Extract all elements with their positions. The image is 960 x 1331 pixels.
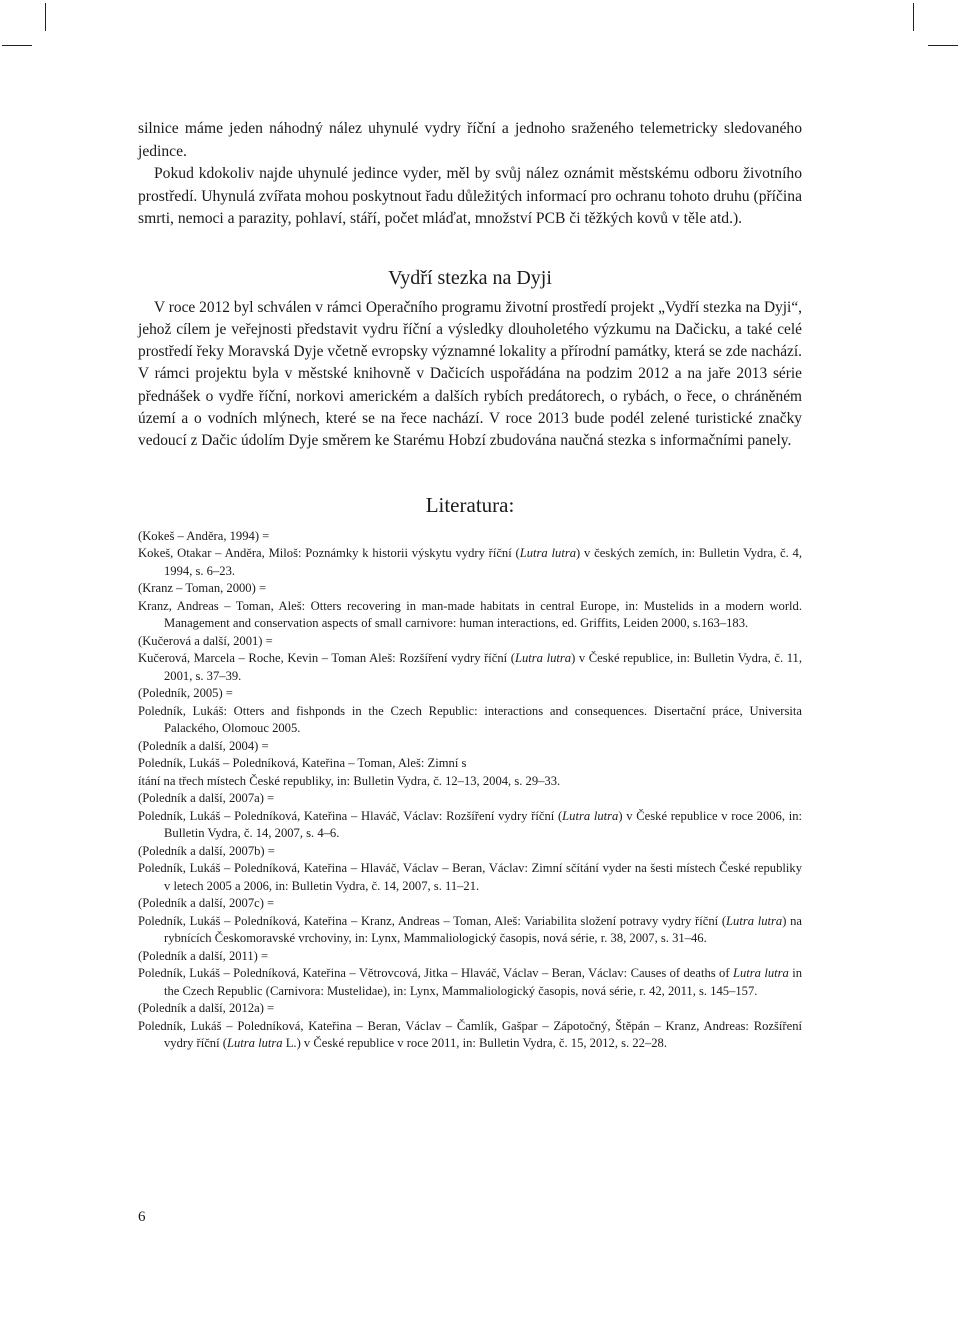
reference-entry xyxy=(138,860,802,895)
reference-text: L.) v České republice v roce 2011, in: Bulletin Vydra, č. 15, 2012, s. 22–28. xyxy=(282,1036,667,1051)
reference-text: Kranz, Andreas – Toman, Aleš: Otters recovering in man-made habitats in central Europe, in: Mustelids in a modern world. Management and conservation aspects of small carnivore: human interactions, ed. Griffits, Leiden 2000, s.163–183. xyxy=(138,598,802,631)
reference-entry xyxy=(138,650,802,685)
reference-text: Poledník, Lukáš: Otters and fishponds in the Czech Republic: interactions and consequences. Disertační práce, Universita Palackého, Olomouc 2005. xyxy=(138,703,802,736)
species-name: Lutra lutra xyxy=(726,913,783,928)
page-content xyxy=(138,118,802,1053)
reference-entry xyxy=(138,965,802,1000)
reference-text: Poledník, Lukáš – Poledníková, Kateřina – Beran, Václav – Čamlík, Gašpar – Zápotočný, Štěpán – Kranz, Andreas: Rozšíření vydry říční ( xyxy=(138,1018,802,1051)
literature-title: Literatura: xyxy=(425,492,515,517)
species-name: Lutra lutra xyxy=(226,1036,283,1051)
species-name: Lutra lutra xyxy=(514,651,572,666)
reference-key: (Kokeš – Anděra, 1994) = xyxy=(138,528,270,543)
reference-key: (Poledník a další, 2007b) = xyxy=(138,843,275,858)
crop-mark xyxy=(913,3,914,31)
reference-entry xyxy=(138,1018,802,1053)
crop-mark xyxy=(45,3,46,31)
reference-text: Kokeš, Otakar – Anděra, Miloš: Poznámky k historii výskytu vydry říční ( xyxy=(138,546,520,561)
reference-entry xyxy=(138,598,802,633)
reference-key: (Kučerová a další, 2001) = xyxy=(138,633,273,648)
reference-continuation: ítání na třech místech České republiky, in: Bulletin Vydra, č. 12–13, 2004, s. 29–33. xyxy=(138,773,561,788)
page-number: 6 xyxy=(138,1209,146,1225)
reference-text: Poledník, Lukáš – Poledníková, Kateřina – Toman, Aleš: Zimní s xyxy=(138,756,467,771)
reference-key: (Poledník a další, 2012a) = xyxy=(138,1001,275,1016)
reference-key: (Kranz – Toman, 2000) = xyxy=(138,581,267,596)
reference-text: Poledník, Lukáš – Poledníková, Kateřina – Větrovcová, Jitka – Hlaváč, Václav – Beran, Václav: Causes of deaths of xyxy=(138,966,733,981)
crop-mark xyxy=(928,45,958,46)
reference-text: Poledník, Lukáš – Poledníková, Kateřina – Kranz, Andreas – Toman, Aleš: Variabilita složení potravy vydry říční ( xyxy=(138,913,727,928)
reference-text: ) v České republice v roce 2006, in: Bulletin Vydra, č. 14, 2007, s. 4–6. xyxy=(164,808,802,841)
reference-text: in the Czech Republic (Carnivora: Mustelidae), in: Lynx, Mammaliologický časopis, nová série, r. 42, 2011, s. 145–157. xyxy=(164,966,802,998)
intro-paragraph: Pokud kdokoliv najde uhynulé jedince vyder, měl by svůj nález oznámit městskému odboru životního prostředí. Uhynulá zvířata mohou poskytnout řadu důležitých informací pro ochranu tohoto druhu (příčina smrti, nemoci a parazity, pohlaví, stáří, počet mláďat, množství PCB či těžkých kovů v těle atd.). xyxy=(138,165,802,227)
reference-key: (Poledník a další, 2007a) = xyxy=(138,791,275,806)
section-otter-trail xyxy=(138,265,802,453)
species-name: Lutra lutra xyxy=(519,546,577,561)
species-name: Lutra lutra xyxy=(562,808,619,823)
reference-entry xyxy=(138,545,802,580)
reference-key: (Poledník a další, 2007c) = xyxy=(138,896,275,911)
reference-text: Poledník, Lukáš – Poledníková, Kateřina – Hlaváč, Václav – Beran, Václav: Zimní sčítání vyder na šesti místech České republiky v letech 2005 a 2006, in: Bulletin Vydra, č. 14, 2007, s. 11–21. xyxy=(138,861,802,893)
reference-text: Kučerová, Marcela – Roche, Kevin – Toman Aleš: Rozšíření vydry říční ( xyxy=(138,651,515,666)
reference-text: ) v České republice, in: Bulletin Vydra, č. 11, 2001, s. 37–39. xyxy=(164,651,803,683)
reference-entry xyxy=(138,913,802,948)
reference-list xyxy=(138,528,802,1053)
reference-text: ) na rybnících Českomoravské vrchoviny, in: Lynx, Mammaliologický časopis, nová série, r. 38, 2007, s. 31–46. xyxy=(164,913,802,946)
reference-entry xyxy=(138,808,802,843)
intro-paragraph: silnice máme jeden náhodný nález uhynulé vydry říční a jednoho sraženého telemetricky sledovaného jedince. xyxy=(138,120,802,160)
reference-text: ) v českých zemích, in: Bulletin Vydra, č. 4, 1994, s. 6–23. xyxy=(164,546,803,578)
intro-text xyxy=(138,118,802,231)
crop-mark xyxy=(2,45,32,46)
section-paragraph: V roce 2012 byl schválen v rámci Operačního programu životní prostředí projekt „Vydří stezka na Dyji“, jehož cílem je veřejnosti představit vydru říční a výsledky dlouholetého výzkumu na Dačicku, a také celé prostředí řeky Moravská Dyje včetně evropsky významné lokality a přírodní památky, která se zde nachází. V rámci projektu byla v městské knihovně v Dačicích uspořádána na podzim 2012 a na jaře 2013 série přednášek o vydře říční, norkovi americkém a dalších rybích predátorech, o rybách, o řece, o chráněném území a o vodních mlýnech, které se na řece nachází. V roce 2013 bude podél zelené turistické značky vedoucí z Dačic údolím Dyje směrem ke Starému Hobzí zbudována naučná stezka s informačními panely. xyxy=(138,298,802,450)
reference-key: (Poledník a další, 2011) = xyxy=(138,948,269,963)
reference-entry xyxy=(138,755,802,773)
reference-text: Poledník, Lukáš – Poledníková, Kateřina – Hlaváč, Václav: Rozšíření vydry říční ( xyxy=(138,808,563,823)
section-title: Vydří stezka na Dyji xyxy=(388,266,552,289)
species-name: Lutra lutra xyxy=(732,966,789,981)
reference-key: (Poledník a další, 2004) = xyxy=(138,738,269,753)
reference-entry xyxy=(138,703,802,738)
reference-key: (Poledník, 2005) = xyxy=(138,686,233,701)
literature-section xyxy=(138,491,802,1053)
